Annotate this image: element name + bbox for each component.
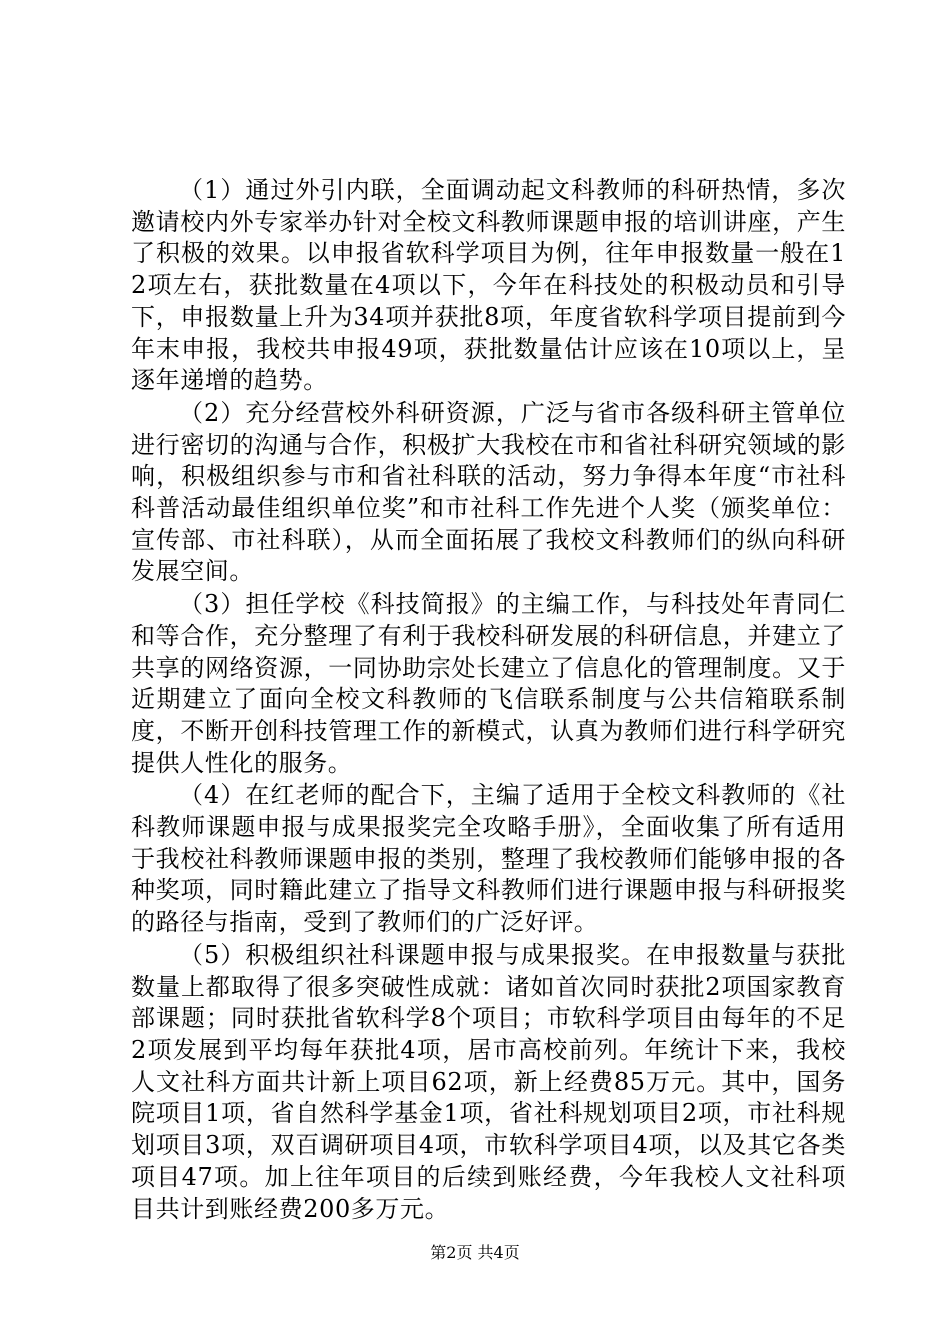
paragraph-2: （2）充分经营校外科研资源，广泛与省市各级科研主管单位进行密切的沟通与合作，积极扩大我校在市和省社科研究领域的影响，积极组织参与市和省社科联的活动，努力争得本年度“市社科科普活动最佳组织单位奖”和市社科工作先进个人奖（颁奖单位：宣传部、市社科联），从而全面拓展了我校文科教师们的纵向科研发展空间。	[131, 398, 846, 586]
paragraph-5: （5）积极组织社科课题申报与成果报奖。在申报数量与获批数量上都取得了很多突破性成就：诸如首次同时获批2项国家教育部课题；同时获批省软科学8个项目；市软科学项目由每年的不足2项发展到平均每年获批4项，居市高校前列。年统计下来，我校人文社科方面共计新上项目62项，新上经费85万元。其中，国务院项目1项，省自然科学基金1项，省社科规划项目2项，市社科规划项目3项，双百调研项目4项，市软科学项目4项，以及其它各类项目47项。加上往年项目的后续到账经费，今年我校人文社科项目共计到账经费200多万元。	[131, 940, 846, 1223]
page-number-footer: 第2页 共4页	[430, 1243, 520, 1262]
document-body	[131, 175, 846, 1225]
paragraph-1: （1）通过外引内联，全面调动起文科教师的科研热情，多次邀请校内外专家举办针对全校文科教师课题申报的培训讲座，产生了积极的效果。以申报省软科学项目为例，往年申报数量一般在12项左右，获批数量在4项以下，今年在科技处的积极动员和引导下，申报数量上升为34项并获批8项，年度省软科学项目提前到今年末申报，我校共申报49项，获批数量估计应该在10项以上，呈逐年递增的趋势。	[131, 176, 846, 395]
paragraph-4: （4）在红老师的配合下，主编了适用于全校文科教师的《社科教师课题申报与成果报奖完全攻略手册》，全面收集了所有适用于我校社科教师课题申报的类别，整理了我校教师们能够申报的各种奖项，同时籍此建立了指导文科教师们进行课题申报与科研报奖的路径与指南，受到了教师们的广泛好评。	[131, 781, 846, 937]
paragraph-3: （3）担任学校《科技简报》的主编工作，与科技处年青同仁和等合作，充分整理了有利于我校科研发展的科研信息，并建立了共享的网络资源，一同协助宗处长建立了信息化的管理制度。又于近期建立了面向全校文科教师的飞信联系制度与公共信箱联系制度，不断开创科技管理工作的新模式，认真为教师们进行科学研究提供人性化的服务。	[131, 590, 846, 777]
